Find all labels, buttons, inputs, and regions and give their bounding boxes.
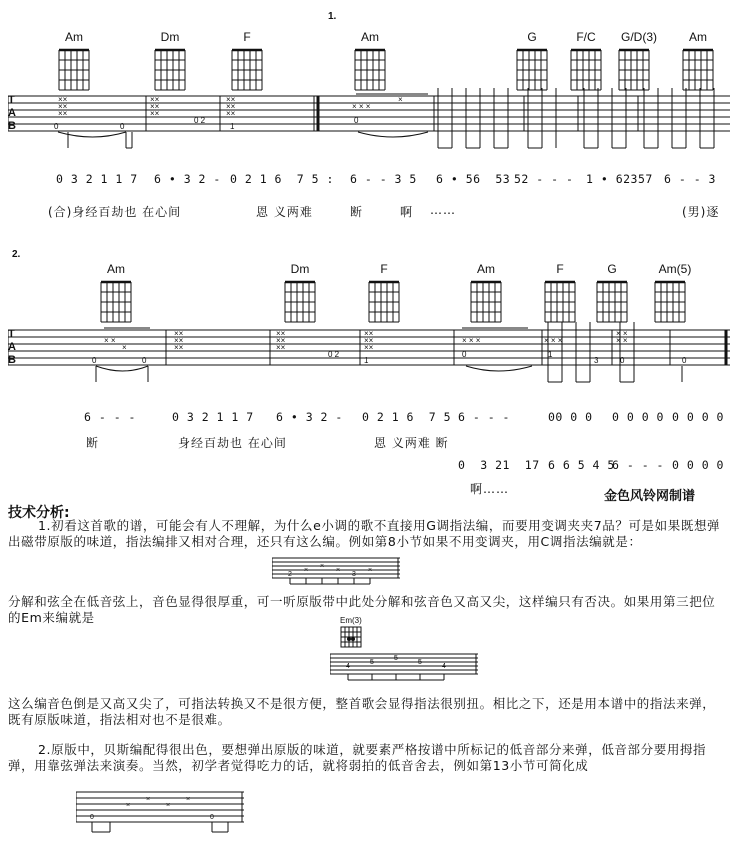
- tab-letter: A: [8, 107, 16, 119]
- svg-text:× ×: × ×: [616, 329, 628, 338]
- tab-letter: T: [8, 328, 15, 340]
- em-chord-label: Em(3): [340, 616, 362, 625]
- svg-text:0: 0: [142, 356, 147, 365]
- chord-name: Am: [689, 30, 707, 44]
- jianpu-measure: 6 • 3 2 -: [154, 172, 221, 186]
- lyric: 恩 义两难 断: [374, 436, 449, 450]
- svg-text:××: ××: [174, 329, 184, 338]
- jianpu-measure: 0 3 2 1 1 7: [172, 410, 254, 424]
- jianpu-measure: 0 0 0 0: [672, 410, 724, 424]
- svg-text:1: 1: [230, 122, 235, 131]
- svg-text:× × ×: × × ×: [544, 336, 563, 345]
- lyric: 身经百劫也 在心间: [178, 436, 287, 450]
- jianpu-measure: 6 • 56 53: [436, 172, 511, 186]
- svg-text:0: 0: [354, 116, 359, 125]
- credit: 金色风铃网制谱: [604, 489, 696, 504]
- analysis-paragraph-1c: 这么编音色倒是又高又尖了，可指法转换又不是很方便，整首歌会显得指法很别扭。相比之下，还是用本谱中的指法来弹，既有原版味道，指法相对也不是很难。: [8, 696, 716, 727]
- jianpu-measure: 0 3 2 1 1 7: [56, 172, 138, 186]
- analysis-paragraph-1a: 1.初看这首歌的谱，可能会有人不理解，为什么e小调的歌不直接用G调指法编，而要用变调夹夹7品？可是如果既想弹出磁带原版的味道，指法编排又相对合理，还只有这么编。例如第8小节如果不用变调夹，用C调指法编就是：: [8, 518, 721, 549]
- svg-text:××: ××: [58, 109, 68, 118]
- chord-name: Am: [361, 30, 379, 44]
- svg-text:5: 5: [394, 655, 398, 662]
- svg-text:×: ×: [146, 796, 151, 803]
- svg-text:0: 0: [54, 122, 59, 131]
- jianpu-measure: 1 • 62357: [586, 172, 653, 186]
- svg-text:× ×: × ×: [616, 336, 628, 345]
- chord-name: Am(5): [658, 262, 692, 276]
- svg-text:××: ××: [276, 336, 286, 345]
- svg-text:××: ××: [276, 343, 286, 352]
- svg-text:0: 0: [92, 356, 97, 365]
- jianpu-measure: 6 • 3 2 -: [276, 410, 343, 424]
- svg-text:0 2: 0 2: [194, 116, 206, 125]
- svg-text:×: ×: [368, 567, 373, 574]
- tab-example-2: [330, 652, 480, 682]
- chord-name: G: [527, 30, 537, 44]
- jianpu-measure: 0 0 0 0: [612, 410, 664, 424]
- analysis-title: 技术分析:: [8, 505, 70, 521]
- svg-text:××: ××: [58, 102, 68, 111]
- jianpu-measure: 6 - - 3: [664, 172, 716, 186]
- chord-name: F/C: [576, 30, 596, 44]
- jianpu-measure: 0 2 1 6 7 5 :: [230, 172, 334, 186]
- lyric: (男)逐: [682, 205, 720, 219]
- lyric: 断: [86, 436, 100, 450]
- jianpu-measure: 6 6 5 4 5: [548, 458, 615, 472]
- chord-name: Dm: [160, 30, 180, 44]
- svg-text:0: 0: [120, 122, 125, 131]
- chord-name: F: [556, 262, 564, 276]
- lyric: (合)身经百劫也 在心间: [48, 205, 182, 219]
- svg-text:× × ×: × × ×: [352, 102, 371, 111]
- tab-letter: B: [8, 120, 16, 132]
- svg-text:5: 5: [370, 659, 374, 666]
- chord-name: Am: [107, 262, 125, 276]
- chord-name: F: [243, 30, 251, 44]
- em-chord-grid: [340, 626, 364, 650]
- svg-text:××: ××: [364, 343, 374, 352]
- svg-text:× × ×: × × ×: [462, 336, 481, 345]
- tab-letter: A: [8, 341, 16, 353]
- svg-text:4: 4: [346, 663, 350, 670]
- svg-text:×: ×: [166, 802, 171, 809]
- svg-text:0: 0: [682, 356, 687, 365]
- tab-staff-1: [8, 88, 732, 158]
- tab-clef: [8, 328, 16, 367]
- jianpu-measure: 6 - - -: [84, 410, 136, 424]
- lyric: 恩 义两难: [256, 205, 313, 219]
- svg-text:0: 0: [620, 356, 625, 365]
- lyric: 啊: [400, 205, 414, 219]
- svg-text:×: ×: [398, 95, 403, 104]
- svg-text:××: ××: [364, 336, 374, 345]
- svg-text:1: 1: [364, 356, 369, 365]
- svg-text:××: ××: [150, 95, 160, 104]
- tab-letter: T: [8, 94, 15, 106]
- chord-name: Am: [65, 30, 83, 44]
- jianpu-measure: 52 - - -: [514, 172, 574, 186]
- svg-text:× ×: × ×: [104, 336, 116, 345]
- svg-text:××: ××: [150, 109, 160, 118]
- analysis-paragraph-1b: 分解和弦全在低音弦上，音色显得很厚重，可一听原版带中此处分解和弦音色又高又尖，这样编只有否决。如果用第三把位的Em来编就是: [8, 594, 716, 625]
- lyric: 啊……: [470, 482, 510, 496]
- svg-text:0: 0: [210, 814, 214, 821]
- lyric: ……: [430, 203, 456, 217]
- volta-first-label: 1.: [328, 11, 337, 22]
- chord-name: Dm: [290, 262, 310, 276]
- jianpu-measure: 6 - - 3 5: [350, 172, 417, 186]
- volta-second-label: 2.: [12, 249, 21, 260]
- svg-text:3: 3: [352, 571, 356, 578]
- tab-letter: B: [8, 354, 16, 366]
- svg-text:1: 1: [548, 350, 553, 359]
- svg-text:××: ××: [174, 343, 184, 352]
- svg-text:××: ××: [226, 102, 236, 111]
- svg-text:××: ××: [174, 336, 184, 345]
- chord-name: Am: [477, 262, 495, 276]
- svg-text:×: ×: [122, 343, 127, 352]
- svg-text:××: ××: [364, 329, 374, 338]
- jianpu-measure: 00 0 0: [548, 410, 593, 424]
- chord-name: G/D(3): [621, 30, 657, 44]
- svg-text:××: ××: [226, 109, 236, 118]
- jianpu-measure: 0 0 0 0: [672, 458, 724, 472]
- svg-text:3: 3: [594, 356, 599, 365]
- jianpu-measure: 0 3 21 17: [458, 458, 540, 472]
- jianpu-measure: 0 2 1 6 7 5: [362, 410, 452, 424]
- analysis-paragraph-2: 2.原版中，贝斯编配得很出色，要想弹出原版的味道，就要素严格按谱中所标记的低音部分来弹，低音部分要用拇指弹，用靠弦弹法来演奏。当然，初学者觉得吃力的话，就将弱拍的低音舍去，例如第13小节可简化成: [8, 742, 707, 773]
- svg-text:5: 5: [418, 659, 422, 666]
- svg-text:0: 0: [462, 350, 467, 359]
- svg-text:××: ××: [276, 329, 286, 338]
- svg-text:2: 2: [288, 571, 292, 578]
- tab-example-3: [76, 788, 246, 834]
- jianpu-measure: 6 - - -: [612, 458, 664, 472]
- svg-text:0 2: 0 2: [328, 350, 340, 359]
- svg-text:×: ×: [186, 796, 191, 803]
- svg-text:××: ××: [226, 95, 236, 104]
- svg-text:××: ××: [58, 95, 68, 104]
- svg-text:4: 4: [442, 663, 446, 670]
- svg-text:××: ××: [150, 102, 160, 111]
- tab-clef: [8, 94, 16, 133]
- svg-text:×: ×: [126, 802, 131, 809]
- svg-text:×: ×: [320, 563, 325, 570]
- svg-text:×: ×: [336, 567, 341, 574]
- jianpu-measure: 6 - - -: [458, 410, 510, 424]
- svg-text:×: ×: [304, 567, 309, 574]
- chord-name: F: [380, 262, 388, 276]
- tab-staff-2: [8, 322, 732, 392]
- lyric: 断: [350, 205, 364, 219]
- tab-example-1: [272, 556, 402, 586]
- chord-name: G: [607, 262, 617, 276]
- svg-text:0: 0: [90, 814, 94, 821]
